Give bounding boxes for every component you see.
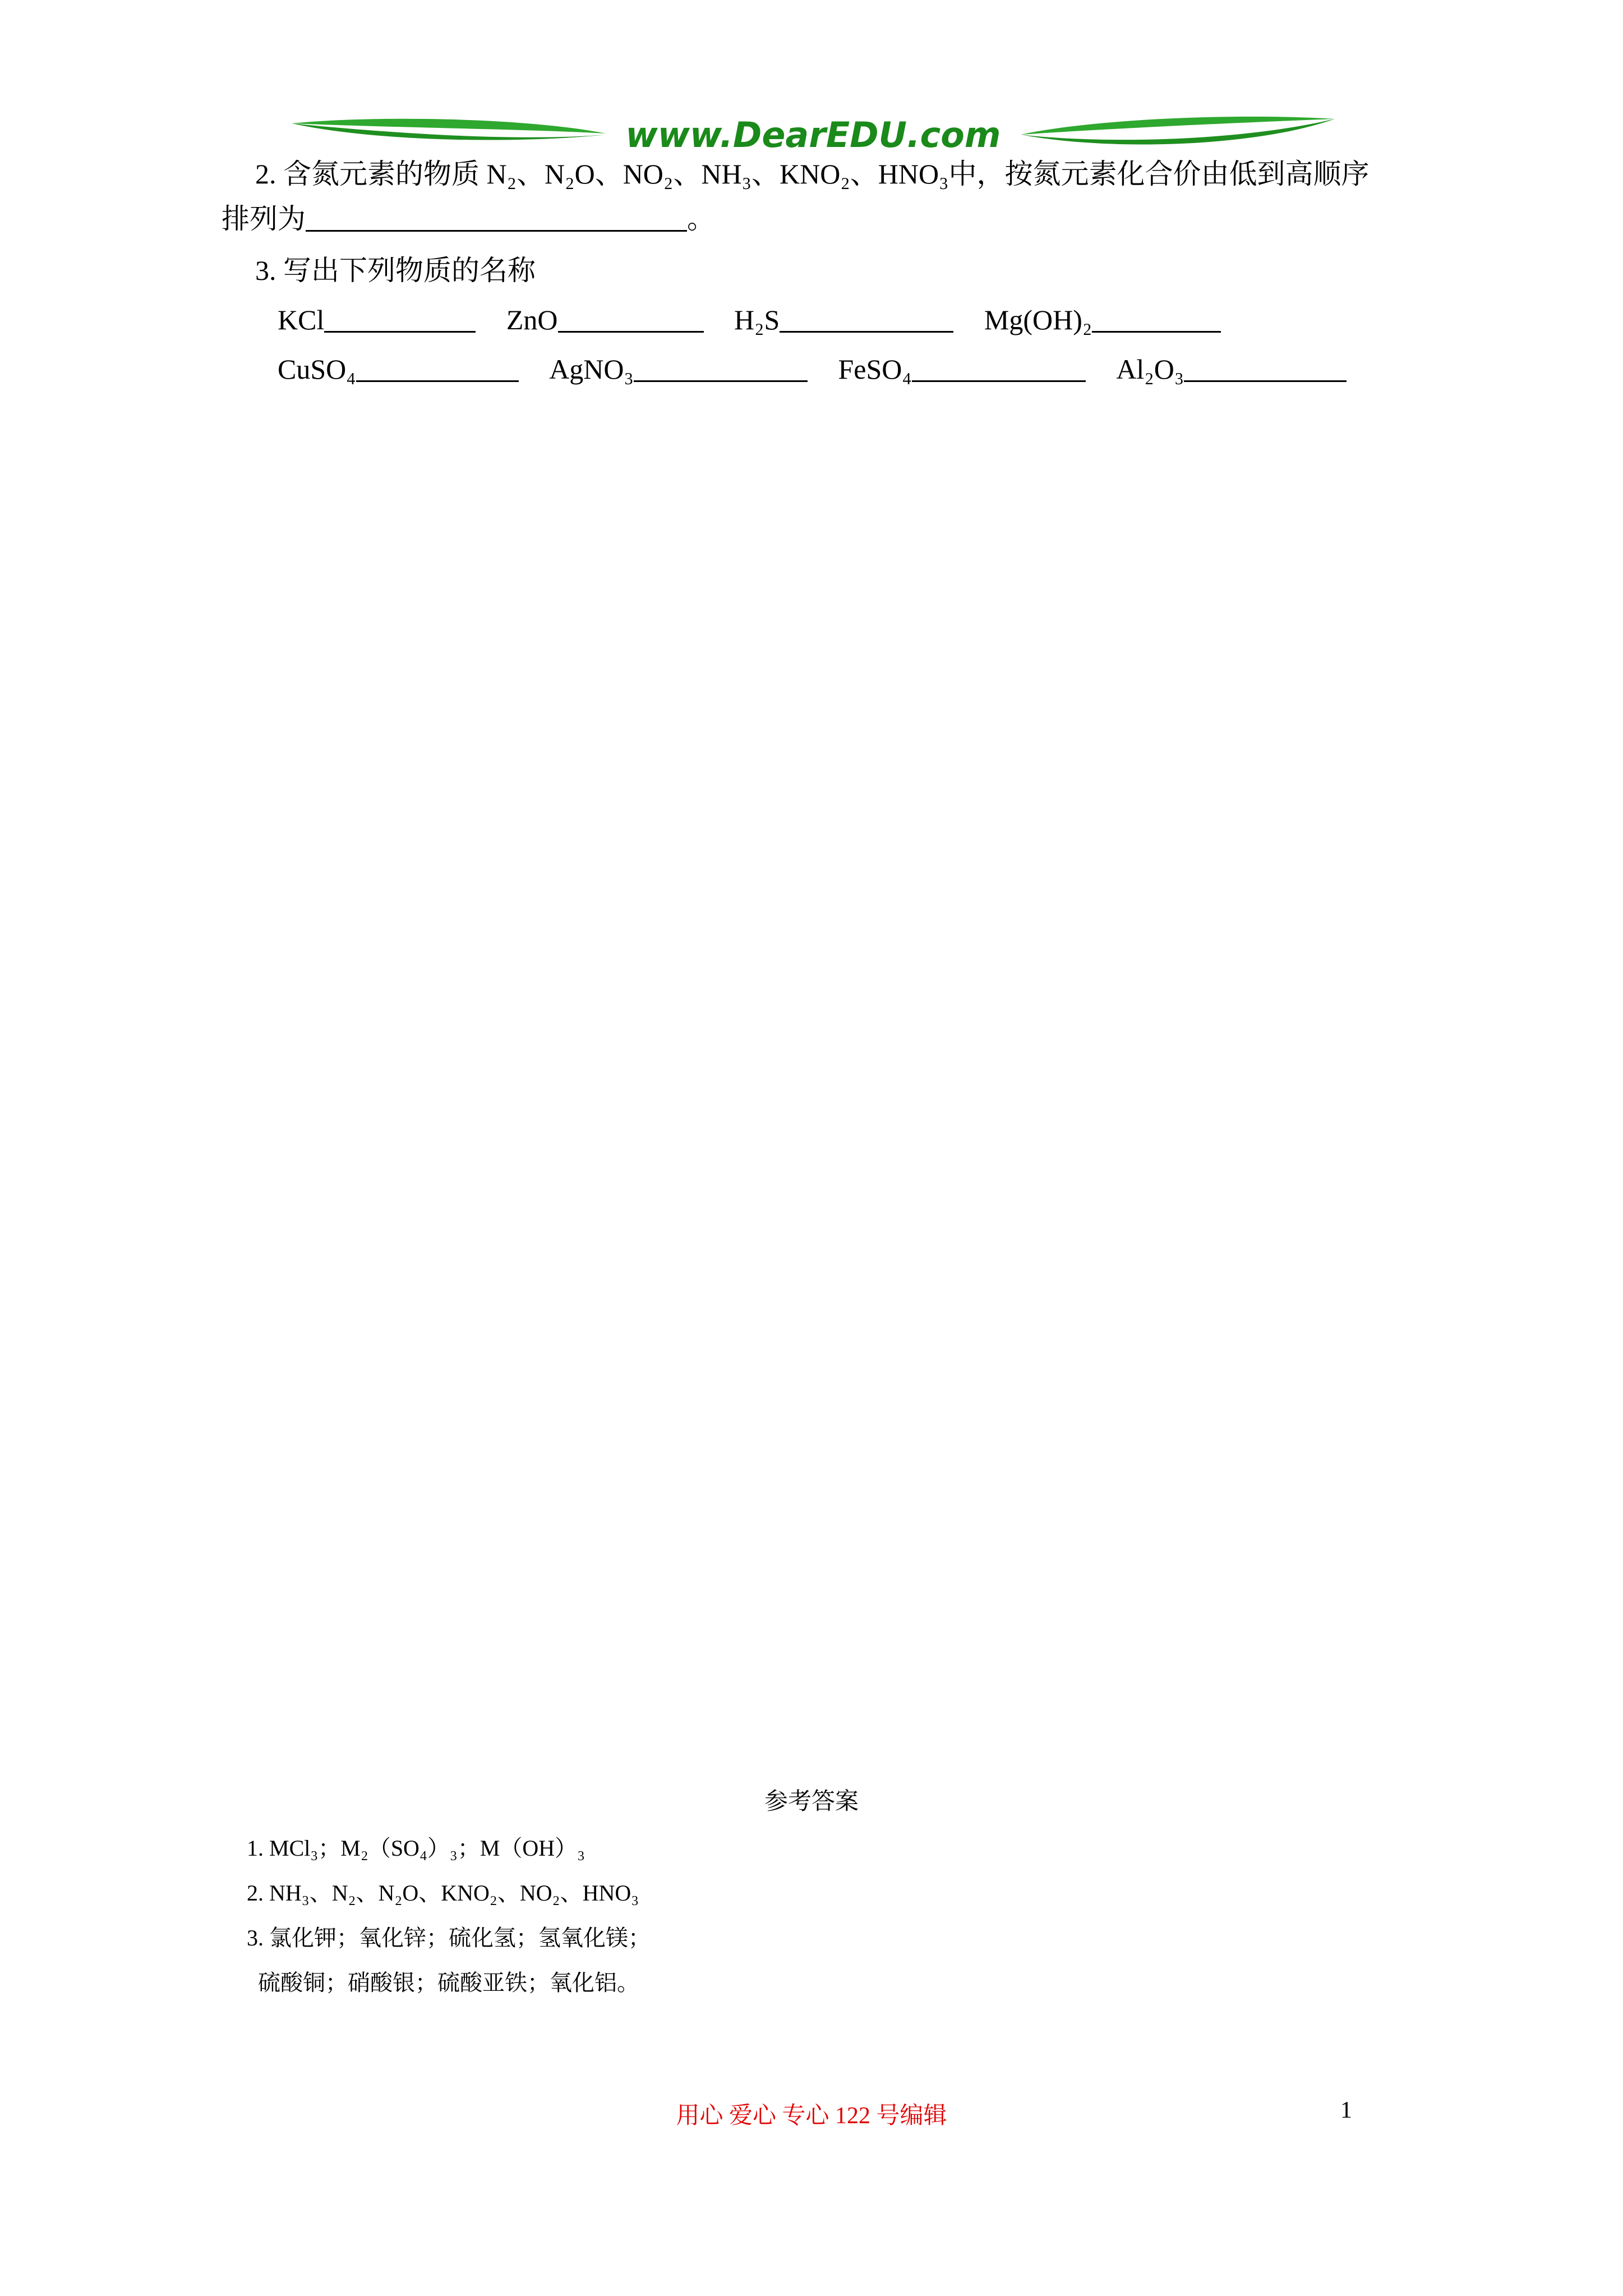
formula: ZnO [506, 304, 558, 335]
name-item [734, 297, 953, 342]
names-row-2 [222, 347, 1427, 392]
answer-key-title: 参考答案 [764, 1787, 859, 1815]
name-item [984, 297, 1221, 342]
answer-1: 1. MCl₃；M₂（SO₄）₃；M（OH）₃ [247, 1835, 585, 1861]
formula: FeSO₄ [838, 353, 912, 385]
answer-blank[interactable] [634, 352, 808, 382]
formula: N₂ [486, 158, 517, 190]
formula: CuSO₄ [278, 353, 356, 385]
name-item [506, 297, 704, 342]
separator: 、 [751, 158, 780, 190]
name-item [838, 347, 1085, 392]
names-row-1 [222, 297, 1427, 342]
answer-2: 2. NH₃、N₂、N₂O、KNO₂、NO₂、HNO₃ [247, 1880, 639, 1906]
separator: 、 [517, 158, 545, 190]
formula: Al₂O₃ [1116, 353, 1184, 385]
question-3-heading [222, 248, 1427, 293]
name-item [278, 297, 476, 342]
formula: AgNO₃ [549, 353, 634, 385]
question-2-number: 2. [255, 158, 276, 190]
question-2-line2-end: 。 [687, 203, 715, 234]
footer-editor-note: 用心 爱心 专心 122 号编辑 [676, 2103, 947, 2129]
name-item [278, 347, 519, 392]
question-3-text: 写出下列物质的名称 [283, 255, 536, 286]
formula: HNO₃ [878, 158, 949, 190]
question-2-text-end: 中，按氮元素化合价由低到高顺序 [948, 158, 1370, 190]
question-2-line2-start: 排列为 [222, 203, 306, 234]
logo-text: www.DearEDU.com [625, 114, 1001, 155]
question-2-text-start: 含氮元素的物质 [283, 158, 479, 190]
answer-blank[interactable] [324, 303, 476, 333]
name-item [549, 347, 808, 392]
formula: KCl [278, 304, 325, 335]
answer-key [247, 1826, 651, 2005]
formula: NH₃ [701, 158, 752, 190]
answer-3-line-1: 3. 氯化钾；氧化锌；硫化氢；氢氧化镁； [247, 1925, 651, 1950]
question-2-line-1 [222, 151, 1427, 196]
separator: 、 [673, 158, 702, 190]
question-2-line-2 [222, 196, 1427, 241]
answer-blank[interactable] [356, 352, 519, 382]
answer-blank[interactable] [780, 303, 953, 333]
answer-blank[interactable] [1092, 303, 1221, 333]
separator: 、 [850, 158, 878, 190]
name-item [1116, 347, 1347, 392]
answer-3-line-2: 硫酸铜；硝酸银；硫酸亚铁；氧化铝。 [258, 1970, 639, 1995]
formula: Mg(OH)₂ [984, 304, 1092, 335]
answer-blank[interactable] [1184, 352, 1347, 382]
document-body [222, 151, 1427, 392]
page-number: 1 [1340, 2097, 1352, 2123]
answer-blank[interactable] [306, 202, 687, 232]
answer-blank[interactable] [558, 303, 704, 333]
formula: NO₂ [623, 158, 674, 190]
answer-blank[interactable] [912, 352, 1086, 382]
question-3-number: 3. [255, 255, 276, 286]
separator: 、 [594, 158, 623, 190]
formula: H₂S [734, 304, 780, 335]
formula: KNO₂ [780, 158, 850, 190]
formula: N₂O [545, 158, 595, 190]
